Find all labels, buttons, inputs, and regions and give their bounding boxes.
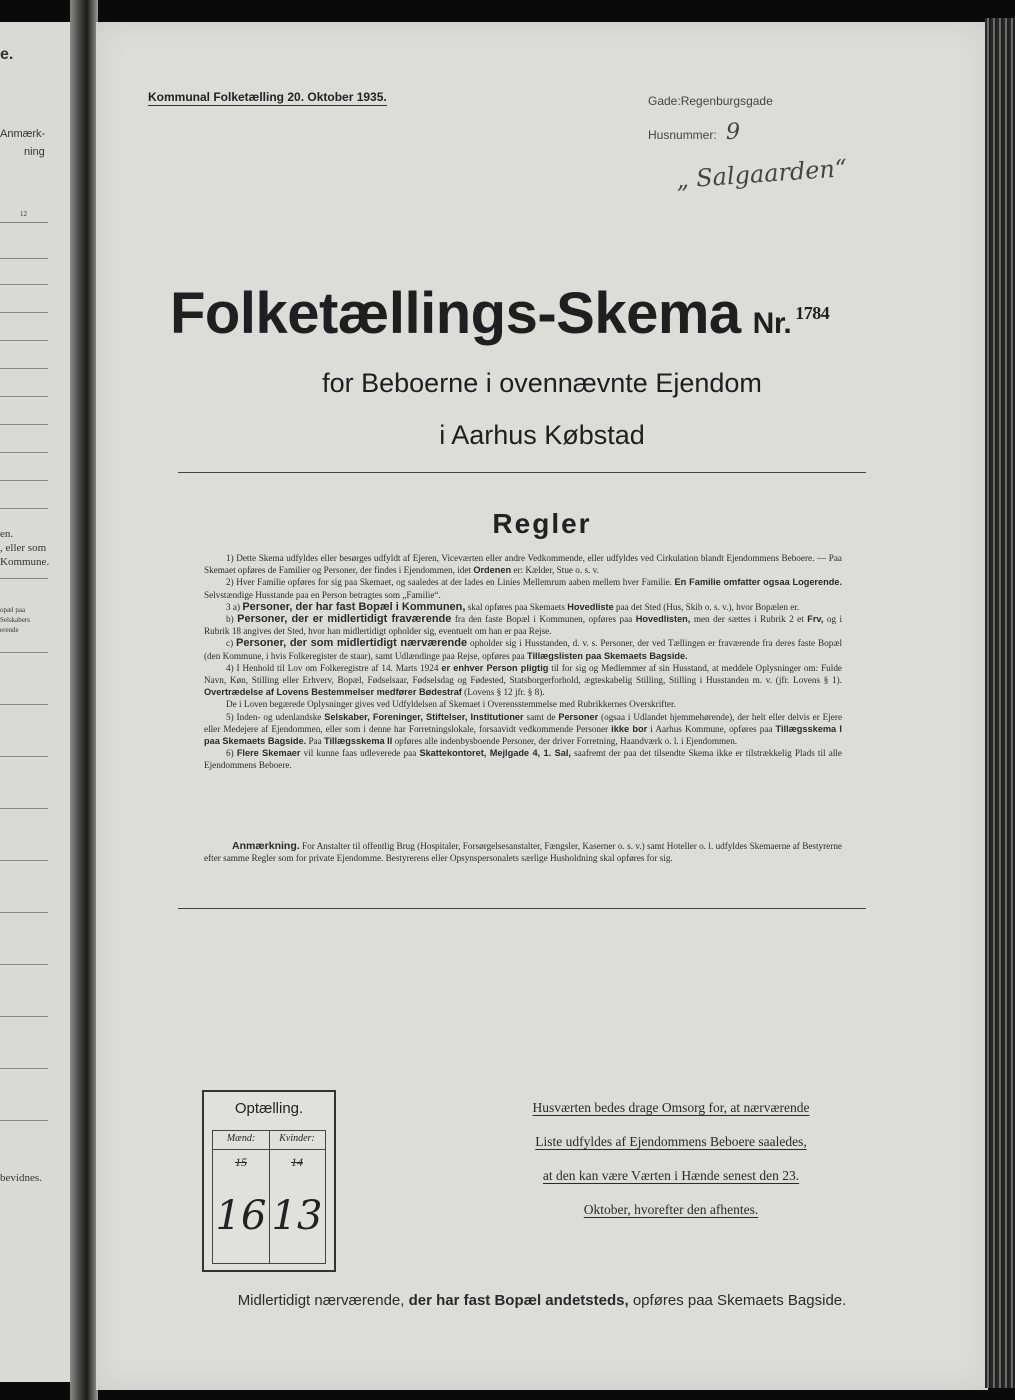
- rule-6: 6) Flere Skemaer vil kunne faas udleverede paa Skattekontoret, Mejlgade 4, 1. Sal, saafremt der paa det tilsendte Skema ikke er tilstrækkelig Plads til alle Ejendommens Beboere.: [204, 748, 843, 771]
- divider: [178, 908, 866, 909]
- rule-4-cont: De i Loven begærede Oplysninger gives ved Udfyldelsen af Skemaet i Overensstemmelse med Rubrikkernes Overskrifter.: [226, 699, 676, 710]
- left-label: opæl paa: [0, 606, 26, 614]
- left-label: en.: [0, 528, 14, 540]
- count-table: [212, 1130, 326, 1264]
- count-title: Optælling.: [234, 1100, 304, 1117]
- rule-3c: c) Personer, der som midlertidigt nærværende opholder sig i Husstanden, d. v. s. Personer, der ved Tællingen er fraværende fra deres faste Bopæl (den Kommune, i hvis Folkeregister de staar), samt Udlændinge paa Rejse, opføres paa Tillægslisten paa Skemaets Bagside.: [204, 637, 843, 661]
- subtitle-1: for Beboerne i ovennævnte Ejendom: [322, 368, 762, 398]
- left-label: Anmærk-: [0, 128, 46, 140]
- instruction-line: at den kan være Værten i Hænde senest den 23.: [542, 1168, 800, 1183]
- count-box: [202, 1090, 336, 1272]
- count-men-value: 16: [215, 1193, 267, 1239]
- count-women-struck: 14: [291, 1155, 303, 1169]
- left-label: bevidnes.: [0, 1172, 42, 1184]
- divider: [178, 472, 866, 473]
- husnummer-field: [648, 128, 717, 142]
- subtitle-2: i Aarhus Købstad: [439, 420, 645, 450]
- husnummer-label: Husnummer:: [648, 128, 717, 142]
- left-label: , eller som: [0, 542, 47, 554]
- gade-value: Regenburgsgade: [680, 94, 773, 108]
- left-label: ning: [24, 146, 45, 158]
- rule-2: 2) Hver Familie opføres for sig paa Skemaet, og saaledes at der lades en Linies Mellemrum aaben mellem hver Familie. En Familie omfatter ogsaa Logerende. Selvstændige Husstande paa en Person betragtes som „Familie“.: [204, 577, 843, 600]
- instruction-line: Liste udfyldes af Ejendommens Beboere saaledes,: [535, 1134, 807, 1149]
- handwritten-property-name: „ Salgaarden“: [675, 154, 849, 194]
- left-label: e.: [0, 46, 14, 63]
- count-men-struck: 15: [235, 1155, 247, 1169]
- husnummer-value: 9: [726, 120, 740, 145]
- title-main: Folketællings-Skema: [170, 281, 741, 346]
- count-women-value: 13: [271, 1193, 323, 1239]
- note-label: Anmærkning.: [232, 840, 300, 852]
- instruction-line: Oktober, hvorefter den afhentes.: [583, 1202, 759, 1217]
- footer-note: Midlertidigt nærværende, der har fast Bopæl andetsteds, opføres paa Skemaets Bagside.: [237, 1292, 847, 1309]
- left-label: 12: [20, 210, 27, 218]
- gade-field: [648, 94, 773, 108]
- page-stack-edge: [985, 18, 1015, 1388]
- title-nr-label: Nr.: [752, 307, 792, 340]
- rule-1: 1) Dette Skema udfyldes eller besørges udfyldt af Ejeren, Viceværten eller andre Vedkommende, eller udfyldes ved Cirkulation blandt Ejendommens Beboere. — Paa Skemaet opføres de Familier og Personer, der findes i Ejendommen, idet Ordenen er: Kælder, Stue o. s. v.: [204, 553, 842, 576]
- rule-5: 5) Inden- og udenlandske Selskaber, Foreninger, Stiftelser, Institutioner samt de Personer (ogsaa i Udlandet hjemmehørende), der helt eller delvis er Ejere eller Medejere af Ejendommen, eller som i denne har Forretningslokale, forsaavidt vedkommende Personer ikke bor i Aarhus Kommune, opføres paa Tillægsskema I paa Skemaets Bagside. Paa Tillægsskema II opføres alle indenbysboende Personer, der driver Forretning, Haandværk o. l. i Ejendommen.: [204, 711, 843, 747]
- census-header: Kommunal Folketælling 20. Oktober 1935.: [148, 90, 387, 104]
- rules-text: [204, 552, 842, 772]
- left-label: erende: [0, 626, 19, 634]
- left-label: Selskabers: [0, 616, 30, 624]
- regler-heading: Regler: [492, 508, 592, 539]
- left-page-fragment: [0, 22, 72, 1382]
- left-label: Kommune.: [0, 556, 50, 568]
- rule-3b: b) Personer, der er midlertidigt fraværende fra den faste Bopæl i Kommunen, opføres paa Hovedlisten, men der sættes i Rubrik 2 et Frv, og i Rubrik 18 angives det Sted, hvor han midlertidigt opholder sig, eventuelt om han er paa Rejse.: [204, 613, 843, 637]
- rule-4: 4) I Henhold til Lov om Folkeregistre af 14. Marts 1924 er enhver Person pligtig til for sig og Medlemmer af sin Husstand, at meddele Oplysninger om: Fulde Navn, Køn, Stilling eller Erhverv, Bopæl, Fødselsaar, Fødselsdag og Fødested, Statsborgerforhold, ægteskabelig Stilling, Stilling i Husstanden m. v. (jfr. Lovens § 1). Overtrædelse af Lovens Bestemmelser medfører Bødestraf (Lovens § 12 jfr. § 8).: [204, 662, 842, 698]
- form-title: [170, 280, 930, 347]
- instruction-line: Husværten bedes drage Omsorg for, at nærværende: [532, 1100, 810, 1115]
- rule-3a: 3 a) Personer, der har fast Bopæl i Kommunen, skal opføres paa Skemaets Hovedliste paa det Sted (Hus, Skib o. s. v.), hvor Bopælen er.: [226, 600, 800, 613]
- census-form-page: [96, 22, 988, 1390]
- anmaerkning-note: [204, 840, 842, 864]
- count-col-women: Kvinder:: [279, 1133, 315, 1144]
- book-gutter: [70, 0, 98, 1400]
- gade-label: Gade:: [648, 94, 681, 108]
- count-col-men: Mænd:: [226, 1133, 256, 1144]
- note-text: For Anstalter til offentlig Brug (Hospitaler, Forsørgelsesanstalter, Fængsler, Kaserner o. s. v.) samt Hoteller o. l. udfyldes Skemaerne af Bestyrerne efter samme Regler som for private Ejendomme. Bestyrerens eller Opsynspersonalets særlige Husholdning skal opføres for sig.: [204, 841, 842, 864]
- title-nr-value: 1784: [795, 303, 830, 323]
